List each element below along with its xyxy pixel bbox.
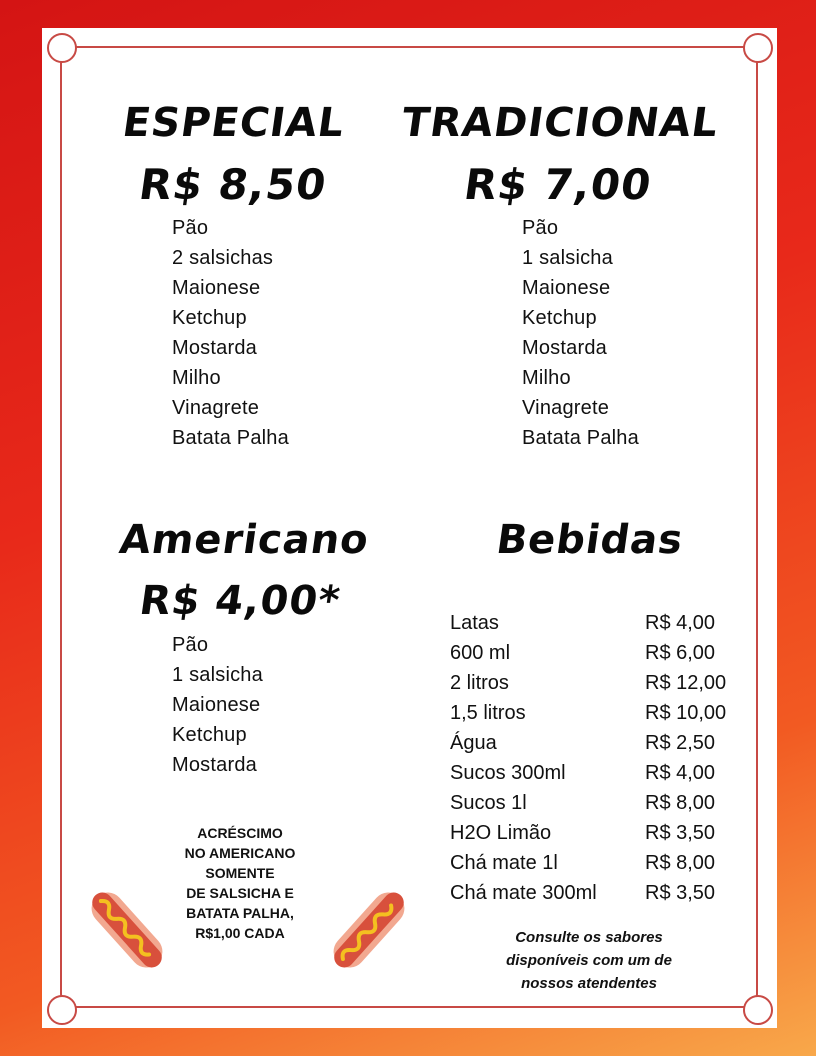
- consult-note: [478, 926, 700, 995]
- list-item: Pão: [172, 634, 209, 656]
- especial-price: R$ 8,50: [136, 160, 330, 209]
- note-line: NO AMERICANO: [184, 845, 296, 861]
- table-row: [450, 848, 750, 878]
- especial-items: [172, 213, 289, 453]
- tradicional-items: [522, 213, 639, 453]
- frame-corner: [47, 33, 77, 63]
- table-row: [450, 698, 750, 728]
- list-item: 2 salsichas: [172, 247, 274, 269]
- drink-name: Água: [450, 732, 497, 754]
- drink-price: R$ 10,00: [645, 702, 727, 724]
- drink-price: R$ 6,00: [645, 642, 716, 664]
- drink-name: Chá mate 300ml: [450, 882, 597, 904]
- drink-name: 600 ml: [450, 642, 511, 664]
- drink-price: R$ 8,00: [645, 792, 716, 814]
- frame-corner: [743, 33, 773, 63]
- list-item: Maionese: [522, 277, 611, 299]
- list-item: Pão: [522, 217, 559, 239]
- hotdog-icon: [84, 884, 170, 976]
- table-row: [450, 668, 750, 698]
- drink-price: R$ 3,50: [645, 882, 716, 904]
- frame-corner: [743, 995, 773, 1025]
- list-item: Mostarda: [172, 337, 257, 359]
- list-item: Vinagrete: [522, 397, 610, 419]
- tradicional-price: R$ 7,00: [461, 160, 655, 209]
- drink-name: Sucos 1l: [450, 792, 527, 814]
- note-line: DE SALSICHA E: [186, 885, 294, 901]
- drink-name: 1,5 litros: [450, 702, 526, 724]
- drink-name: H2O Limão: [450, 822, 552, 844]
- drink-price: R$ 3,50: [645, 822, 716, 844]
- note-line: BATATA PALHA,: [186, 905, 294, 921]
- note-line: ACRÉSCIMO: [197, 825, 283, 841]
- drink-price: R$ 4,00: [645, 762, 716, 784]
- list-item: Ketchup: [172, 307, 247, 329]
- drink-name: Latas: [450, 612, 499, 634]
- consult-line: nossos atendentes: [521, 975, 657, 992]
- note-line: SOMENTE: [205, 865, 275, 881]
- list-item: 1 salsicha: [172, 664, 263, 686]
- list-item: Milho: [172, 367, 221, 389]
- note-line: R$1,00 CADA: [195, 925, 285, 941]
- list-item: Mostarda: [172, 754, 257, 776]
- consult-line: disponíveis com um de: [506, 952, 672, 969]
- table-row: [450, 608, 750, 638]
- list-item: Pão: [172, 217, 209, 239]
- drink-price: R$ 8,00: [645, 852, 716, 874]
- list-item: Maionese: [172, 694, 261, 716]
- drink-name: Chá mate 1l: [450, 852, 558, 874]
- table-row: [450, 818, 750, 848]
- list-item: Ketchup: [172, 724, 247, 746]
- hotdog-icon: [326, 884, 412, 976]
- drink-price: R$ 4,00: [645, 612, 716, 634]
- bebidas-title: Bebidas: [493, 517, 687, 563]
- table-row: [450, 638, 750, 668]
- list-item: Mostarda: [522, 337, 607, 359]
- table-row: [450, 728, 750, 758]
- list-item: Milho: [522, 367, 571, 389]
- especial-title: ESPECIAL: [119, 100, 348, 146]
- drink-name: Sucos 300ml: [450, 762, 566, 784]
- americano-items: [172, 630, 263, 780]
- americano-note: [160, 823, 320, 943]
- drinks-table: [450, 608, 750, 908]
- consult-line: Consulte os sabores: [515, 929, 663, 946]
- list-item: Ketchup: [522, 307, 597, 329]
- drink-price: R$ 2,50: [645, 732, 716, 754]
- americano-title: Americano: [116, 517, 373, 563]
- table-row: [450, 878, 750, 908]
- table-row: [450, 788, 750, 818]
- table-row: [450, 758, 750, 788]
- list-item: Batata Palha: [522, 427, 639, 449]
- list-item: Vinagrete: [172, 397, 260, 419]
- list-item: Maionese: [172, 277, 261, 299]
- drink-name: 2 litros: [450, 672, 509, 694]
- list-item: 1 salsicha: [522, 247, 613, 269]
- americano-price: R$ 4,00*: [136, 578, 344, 624]
- frame-corner: [47, 995, 77, 1025]
- list-item: Batata Palha: [172, 427, 289, 449]
- drink-price: R$ 12,00: [645, 672, 727, 694]
- tradicional-title: TRADICIONAL: [398, 100, 722, 146]
